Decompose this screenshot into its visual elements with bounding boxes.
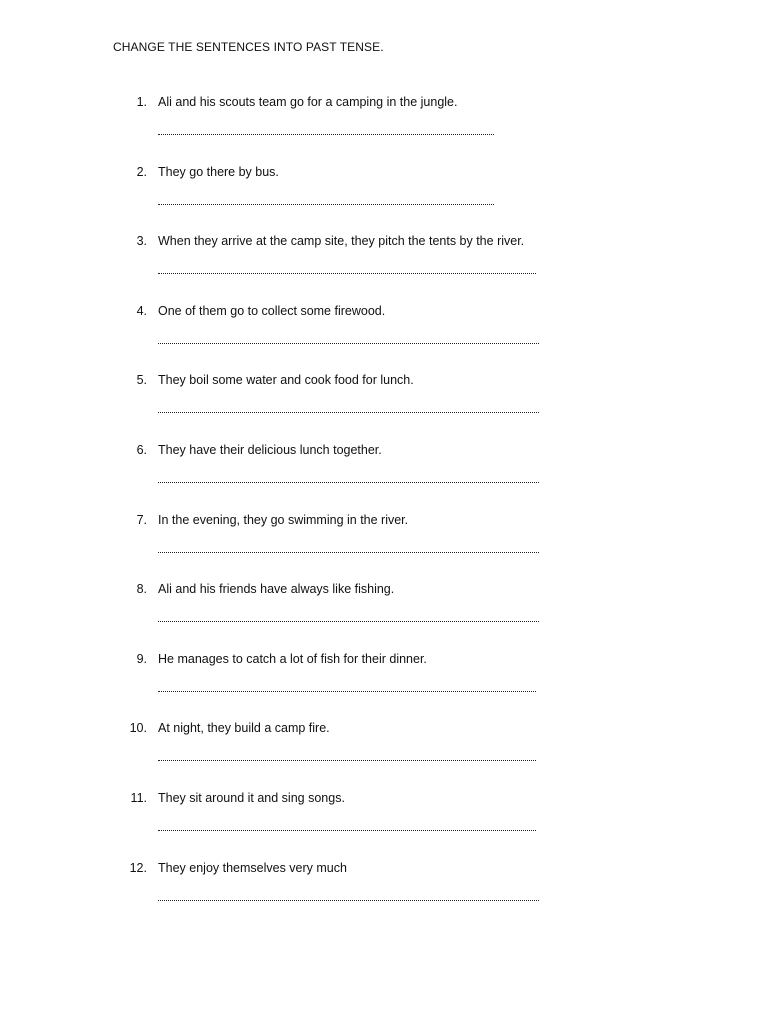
answer-line[interactable] — [158, 400, 539, 413]
item-sentence: Ali and his scouts team go for a camping in the jungle. — [158, 95, 458, 109]
item-sentence: They enjoy themselves very much — [158, 860, 347, 875]
exercise-item — [0, 441, 768, 511]
item-sentence: At night, they build a camp fire. — [158, 721, 330, 736]
item-sentence: They have their delicious lunch together. — [158, 442, 382, 457]
exercise-item — [0, 580, 768, 650]
worksheet-title: CHANGE THE SENTENCES INTO PAST TENSE. — [113, 40, 384, 54]
exercise-item — [0, 302, 768, 372]
item-number: 6. — [136, 442, 147, 457]
exercise-item — [0, 93, 768, 163]
item-number: 7. — [136, 512, 147, 527]
answer-line[interactable] — [158, 261, 536, 274]
item-number: 9. — [136, 651, 147, 666]
item-sentence: They sit around it and sing songs. — [158, 790, 345, 805]
answer-line[interactable] — [158, 122, 494, 135]
exercise-item — [0, 371, 768, 441]
exercise-item — [0, 511, 768, 581]
answer-line[interactable] — [158, 331, 539, 344]
exercise-item — [0, 232, 768, 302]
item-number: 2. — [136, 164, 147, 179]
item-sentence: Ali and his friends have always like fishing. — [158, 582, 395, 597]
answer-line[interactable] — [158, 679, 536, 692]
answer-line[interactable] — [158, 888, 539, 901]
answer-line[interactable] — [158, 818, 536, 831]
item-number: 11. — [130, 790, 147, 805]
item-sentence: They go there by bus. — [158, 164, 279, 179]
exercise-item — [0, 650, 768, 720]
exercise-list — [0, 93, 768, 928]
item-number: 3. — [136, 234, 147, 249]
exercise-item — [0, 719, 768, 789]
item-number: 12. — [129, 860, 147, 875]
item-sentence: When they arrive at the camp site, they pitch the tents by the river. — [158, 234, 525, 249]
item-number: 10. — [129, 721, 147, 736]
exercise-item — [0, 163, 768, 233]
exercise-item — [0, 789, 768, 859]
answer-line[interactable] — [158, 540, 539, 553]
item-number: 8. — [136, 582, 147, 597]
item-sentence: One of them go to collect some firewood. — [158, 303, 386, 318]
item-number: 5. — [136, 373, 147, 388]
answer-line[interactable] — [158, 748, 536, 761]
item-sentence: In the evening, they go swimming in the river. — [158, 512, 409, 527]
item-sentence: They boil some water and cook food for lunch. — [158, 373, 414, 388]
answer-line[interactable] — [158, 470, 539, 483]
item-sentence: He manages to catch a lot of fish for their dinner. — [158, 651, 427, 666]
answer-line[interactable] — [158, 192, 494, 205]
item-number: 1. — [136, 95, 147, 109]
answer-line[interactable] — [158, 609, 539, 622]
item-number: 4. — [136, 303, 147, 318]
exercise-item — [0, 859, 768, 929]
